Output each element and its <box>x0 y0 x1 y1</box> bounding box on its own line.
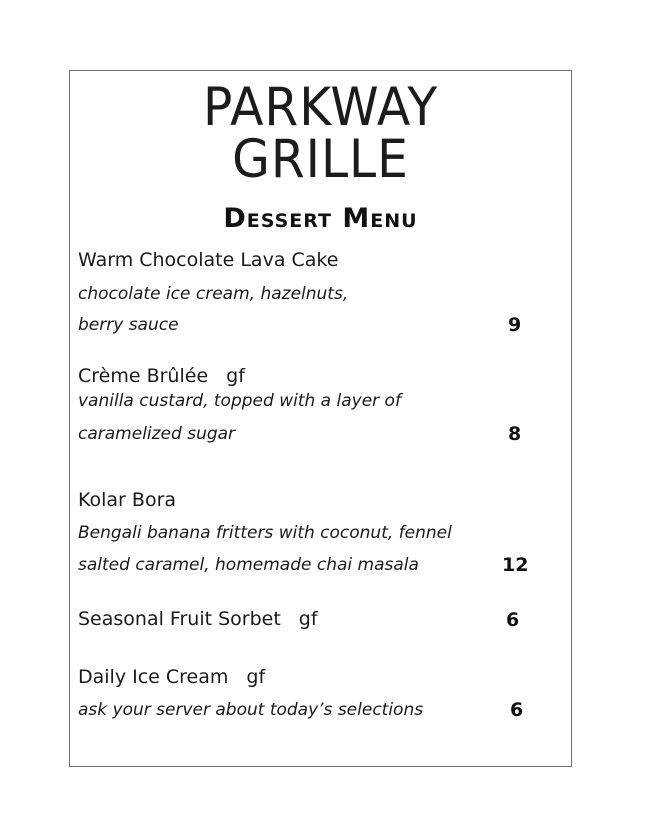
menu-item-price: 12 <box>502 554 529 576</box>
menu-card <box>69 70 572 767</box>
menu-item-name <box>78 668 265 687</box>
menu-item-price: 8 <box>508 423 522 445</box>
gluten-free-tag: gf <box>246 666 266 688</box>
menu-title: Dessert Menu <box>223 203 418 234</box>
gluten-free-tag: gf <box>226 365 245 387</box>
menu-item-name <box>78 491 176 510</box>
menu-item-description: Bengali banana fritters with coconut, fennel <box>78 523 452 543</box>
menu-item-description: ask your server about today’s selections <box>78 700 424 720</box>
menu-item-description: caramelized sugar <box>78 424 236 444</box>
menu-item-description: vanilla custard, topped with a layer of <box>78 391 401 411</box>
menu-item-name <box>78 610 318 629</box>
menu-item-price: 6 <box>506 609 520 631</box>
menu-item-name <box>78 251 338 270</box>
item-name-text: Crème Brûlée <box>78 365 209 387</box>
menu-item-description: berry sauce <box>78 315 179 335</box>
menu-item-description: salted caramel, homemade chai masala <box>78 555 419 575</box>
menu-item-price: 9 <box>508 314 522 336</box>
restaurant-logo-line1: PARKWAY <box>202 77 439 138</box>
restaurant-logo-line2: GRILLE <box>232 129 409 190</box>
item-name-text: Kolar Bora <box>78 489 177 511</box>
item-name-text: Warm Chocolate Lava Cake <box>78 249 339 271</box>
menu-item-name <box>78 367 245 386</box>
gluten-free-tag: gf <box>298 608 318 630</box>
item-name-text: Seasonal Fruit Sorbet <box>78 608 281 630</box>
menu-item-price: 6 <box>510 699 524 721</box>
item-name-text: Daily Ice Cream <box>78 666 229 688</box>
menu-item-description: chocolate ice cream, hazelnuts, <box>78 284 349 304</box>
